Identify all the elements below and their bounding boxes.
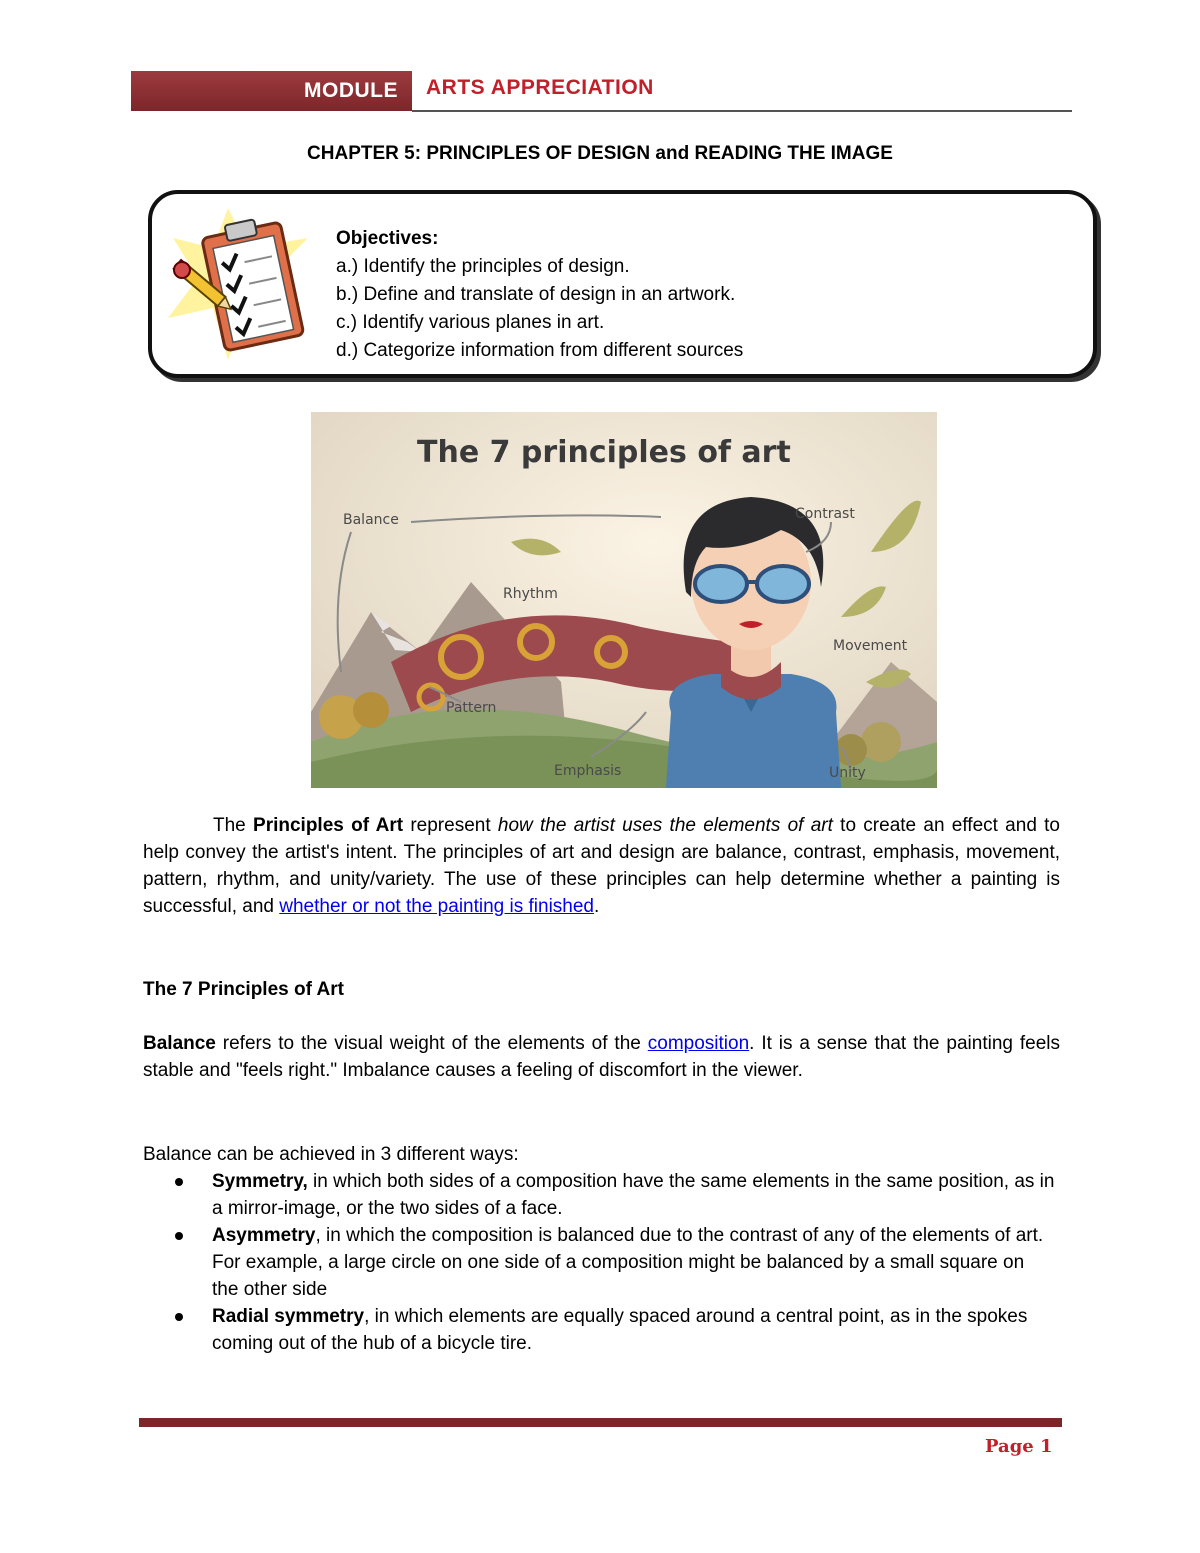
bullet-text: , in which the composition is balanced due to the contrast of any of the elements of art. For example, a large circle on one side of a composition might be balanced by a small square on the other side (212, 1225, 1044, 1300)
balance-text2: . It is a sense that the painting feels stable and "feels right." Imbalance causes a feeling of discomfort in the viewer. (143, 1033, 1060, 1081)
label-movement: Movement (833, 638, 908, 654)
intro-rest: to create an effect and to help convey the artist's intent. The principles of art and design are balance, contrast, emphasis, movement, pattern, rhythm, and unity/variety. The use of these principles can help determine whether a painting is successful, and (143, 815, 1061, 917)
label-unity: Unity (829, 765, 866, 781)
illustration-title: The 7 principles of art (417, 435, 791, 470)
intro-lead: The (213, 815, 254, 836)
module-label: MODULE (304, 79, 398, 102)
label-contrast: Contrast (795, 506, 855, 522)
principles-illustration (311, 412, 937, 788)
bullet-text: in which both sides of a composition have the same elements in the same position, as in a mirror-image, or the two sides of a face. (212, 1171, 1055, 1219)
label-balance: Balance (343, 512, 399, 528)
bullet-icon (175, 1178, 183, 1186)
bullet-bold: Symmetry, (212, 1171, 308, 1192)
bullet-text: , in which elements are equally spaced around a central point, as in the spokes coming out of the hub of a bicycle tire. (212, 1306, 1028, 1354)
clipboard-icon (168, 208, 310, 360)
balance-text1: refers to the visual weight of the elements of the (215, 1033, 648, 1054)
objectives-heading: Objectives: (336, 228, 439, 249)
label-rhythm: Rhythm (503, 586, 558, 602)
intro-end: . (594, 896, 600, 917)
balance-ways-list (175, 1168, 1055, 1357)
intro-italic: how the artist uses the elements of art (497, 815, 833, 836)
list-item (175, 1222, 1055, 1303)
intro-bold: Principles of Art (253, 815, 404, 836)
module-title: ARTS APPRECIATION (426, 76, 654, 99)
header-rule (412, 110, 1072, 112)
intro-paragraph (143, 812, 1060, 920)
bullet-icon (175, 1232, 183, 1240)
finished-link[interactable]: whether or not the painting is finished (279, 896, 595, 917)
label-emphasis: Emphasis (554, 763, 622, 779)
bullet-icon (175, 1313, 183, 1321)
page-number: Page 1 (985, 1436, 1053, 1457)
list-item (175, 1303, 1055, 1357)
footer-rule (139, 1418, 1062, 1427)
intro-mid: represent (403, 815, 498, 836)
ways-intro: Balance can be achieved in 3 different ways: (143, 1144, 519, 1165)
objective-item: c.) Identify various planes in art. (336, 312, 605, 333)
bullet-bold: Radial symmetry (212, 1306, 365, 1327)
objective-item: a.) Identify the principles of design. (336, 256, 630, 277)
objective-item: d.) Categorize information from different sources (336, 340, 744, 361)
objective-item: b.) Define and translate of design in an artwork. (336, 284, 736, 305)
balance-paragraph (143, 1030, 1060, 1084)
composition-link[interactable]: composition (647, 1033, 750, 1054)
objectives-text (336, 225, 743, 365)
section-heading: The 7 Principles of Art (143, 979, 344, 1000)
list-item (175, 1168, 1055, 1222)
bullet-bold: Asymmetry (212, 1225, 316, 1246)
balance-bold: Balance (143, 1033, 216, 1054)
label-pattern: Pattern (446, 700, 497, 716)
chapter-title: CHAPTER 5: PRINCIPLES OF DESIGN and READING THE IMAGE (307, 143, 893, 164)
